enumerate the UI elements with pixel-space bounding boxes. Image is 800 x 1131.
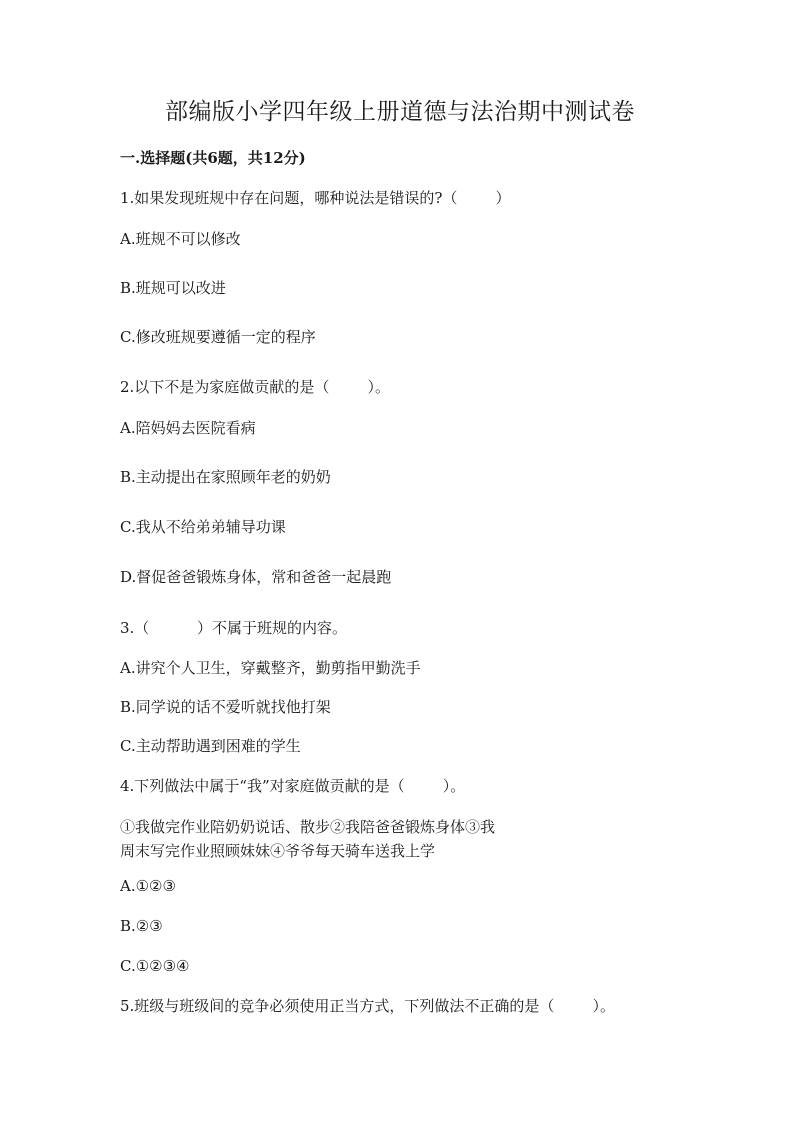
question-3-stem: 3.（ ）不属于班规的内容。	[120, 619, 347, 637]
question-5-stem: 5.班级与班级间的竞争必须使用正当方式，下列做法不正确的是（ ）。	[120, 997, 615, 1015]
question-4-option-c: C.①②③④	[120, 957, 190, 975]
question-4-option-b: B.②③	[120, 917, 163, 935]
question-2-option-b: B.主动提出在家照顾年老的奶奶	[120, 468, 331, 486]
question-1-stem: 1.如果发现班规中存在问题，哪种说法是错误的?（ ）	[120, 189, 511, 207]
question-3-option-c: C.主动帮助遇到困难的学生	[120, 737, 301, 755]
question-2-option-c: C.我从不给弟弟辅导功课	[120, 518, 286, 536]
question-2-stem: 2.以下不是为家庭做贡献的是（ ）。	[120, 378, 390, 396]
page-title: 部编版小学四年级上册道德与法治期中测试卷	[165, 99, 635, 125]
question-2-option-d: D.督促爸爸锻炼身体，常和爸爸一起晨跑	[120, 568, 392, 586]
question-4-statements: ①我做完作业陪奶奶说话、散步②我陪爸爸锻炼身体③我周末写完作业照顾妹妹④爷爷每天骑车送我上学	[120, 818, 496, 860]
question-1-option-b: B.班规可以改进	[120, 279, 226, 297]
section-heading: 一.选择题(共6题，共12分)	[120, 149, 306, 167]
question-3-option-a: A.讲究个人卫生，穿戴整齐，勤剪指甲勤洗手	[120, 659, 421, 677]
question-4-option-a: A.①②③	[120, 877, 176, 895]
question-3-option-b: B.同学说的话不爱听就找他打架	[120, 698, 331, 716]
question-1-option-c: C.修改班规要遵循一定的程序	[120, 328, 316, 346]
question-1-option-a: A.班规不可以修改	[120, 230, 241, 248]
question-4-stem: 4.下列做法中属于“我”对家庭做贡献的是（ ）。	[120, 777, 466, 795]
question-2-option-a: A.陪妈妈去医院看病	[120, 419, 256, 437]
